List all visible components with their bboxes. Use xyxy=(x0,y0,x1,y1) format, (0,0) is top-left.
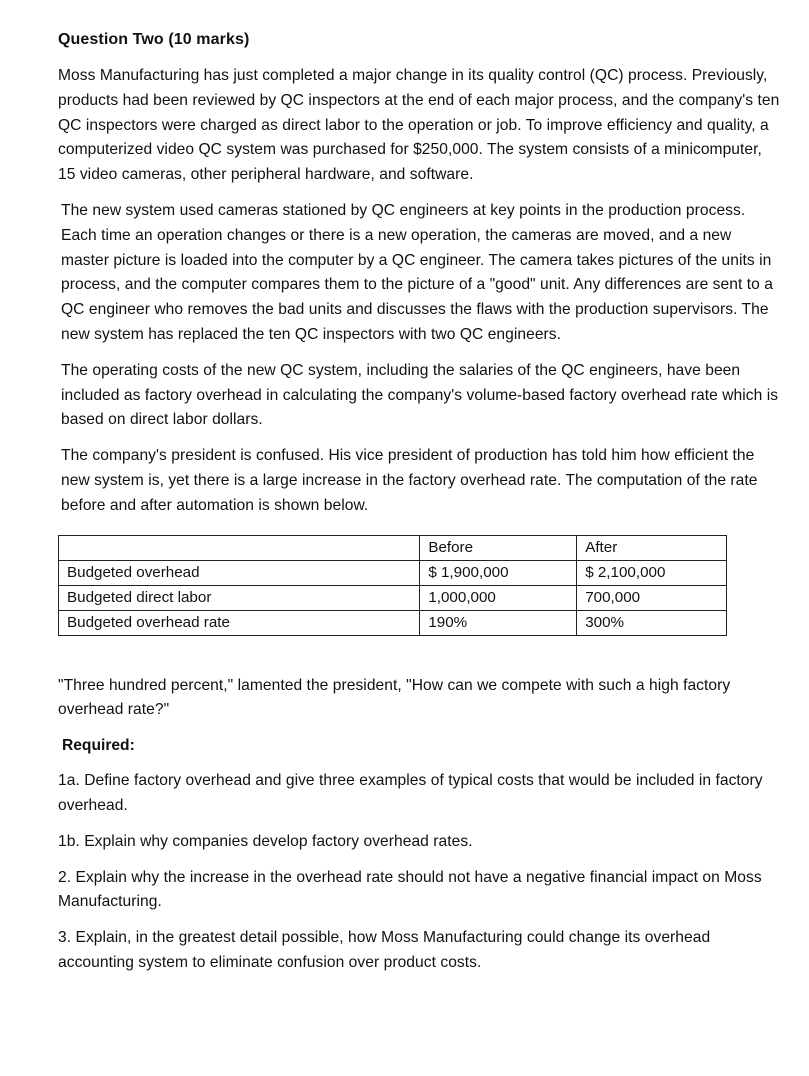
table-row xyxy=(59,610,727,635)
table-row xyxy=(59,560,727,585)
paragraph-qc-change: Moss Manufacturing has just completed a major change in its quality control (QC) process. Previously, products had been reviewed by QC inspectors at the end of each major process, and the company's ten QC inspectors were charged as direct labor to the operation or job. To improve efficiency and quality, a computerized video QC system was purchased for $250,000. The system consists of a minicomputer, 15 video cameras, other peripheral hardware, and software. xyxy=(58,67,780,184)
document-page xyxy=(58,28,783,987)
required-item-2: 2. Explain why the increase in the overhead rate should not have a negative financial impact on Moss Manufacturing. xyxy=(58,868,762,911)
row-before-value: 190% xyxy=(420,610,577,635)
required-item-1a: 1a. Define factory overhead and give three examples of typical costs that would be included in factory overhead. xyxy=(58,772,763,814)
table-row xyxy=(59,585,727,610)
table-header-row xyxy=(59,535,727,560)
overhead-rate-table xyxy=(58,535,727,636)
paragraph-new-system: The new system used cameras stationed by QC engineers at key points in the production process. Each time an operation changes or there is a new operation, the cameras are moved, and a new master picture is loaded into the computer by a QC engineer. The camera takes pictures of the units in process, and the computer compares them to the picture of a "good" unit. Any differences are sent to a QC engineer who removes the bad units and discusses the flaws with the production supervisors. The new system has replaced the ten QC inspectors with two QC engineers. xyxy=(61,201,773,343)
row-label: Budgeted overhead rate xyxy=(59,610,420,635)
row-label: Budgeted direct labor xyxy=(59,585,420,610)
table-header-after: After xyxy=(577,535,727,560)
paragraph-operating-costs: The operating costs of the new QC system, including the salaries of the QC engineers, have been included as factory overhead in calculating the company's volume-based factory overhead rate which is based on direct labor dollars. xyxy=(61,361,779,429)
table-header-before: Before xyxy=(420,535,577,560)
row-after-value: 300% xyxy=(577,610,727,635)
row-after-value: 700,000 xyxy=(577,585,727,610)
row-after-value: $ 2,100,000 xyxy=(577,560,727,585)
required-item-3: 3. Explain, in the greatest detail possible, how Moss Manufacturing could change its overhead accounting system to eliminate confusion over product costs. xyxy=(58,929,711,971)
row-before-value: 1,000,000 xyxy=(420,585,577,610)
question-title: Question Two (10 marks) xyxy=(58,31,250,48)
row-label: Budgeted overhead xyxy=(59,560,420,585)
required-item-1b: 1b. Explain why companies develop factory overhead rates. xyxy=(58,832,473,850)
paragraph-president-confused: The company's president is confused. His vice president of production has told him how efficient the new system is, yet there is a large increase in the factory overhead rate. The computation of the rate before and after automation is shown below. xyxy=(61,447,758,514)
table-header-cell xyxy=(59,535,420,560)
paragraph-president-quote: "Three hundred percent," lamented the president, "How can we compete with such a high factory overhead rate?" xyxy=(58,676,731,719)
row-before-value: $ 1,900,000 xyxy=(420,560,577,585)
required-heading: Required: xyxy=(62,737,135,755)
